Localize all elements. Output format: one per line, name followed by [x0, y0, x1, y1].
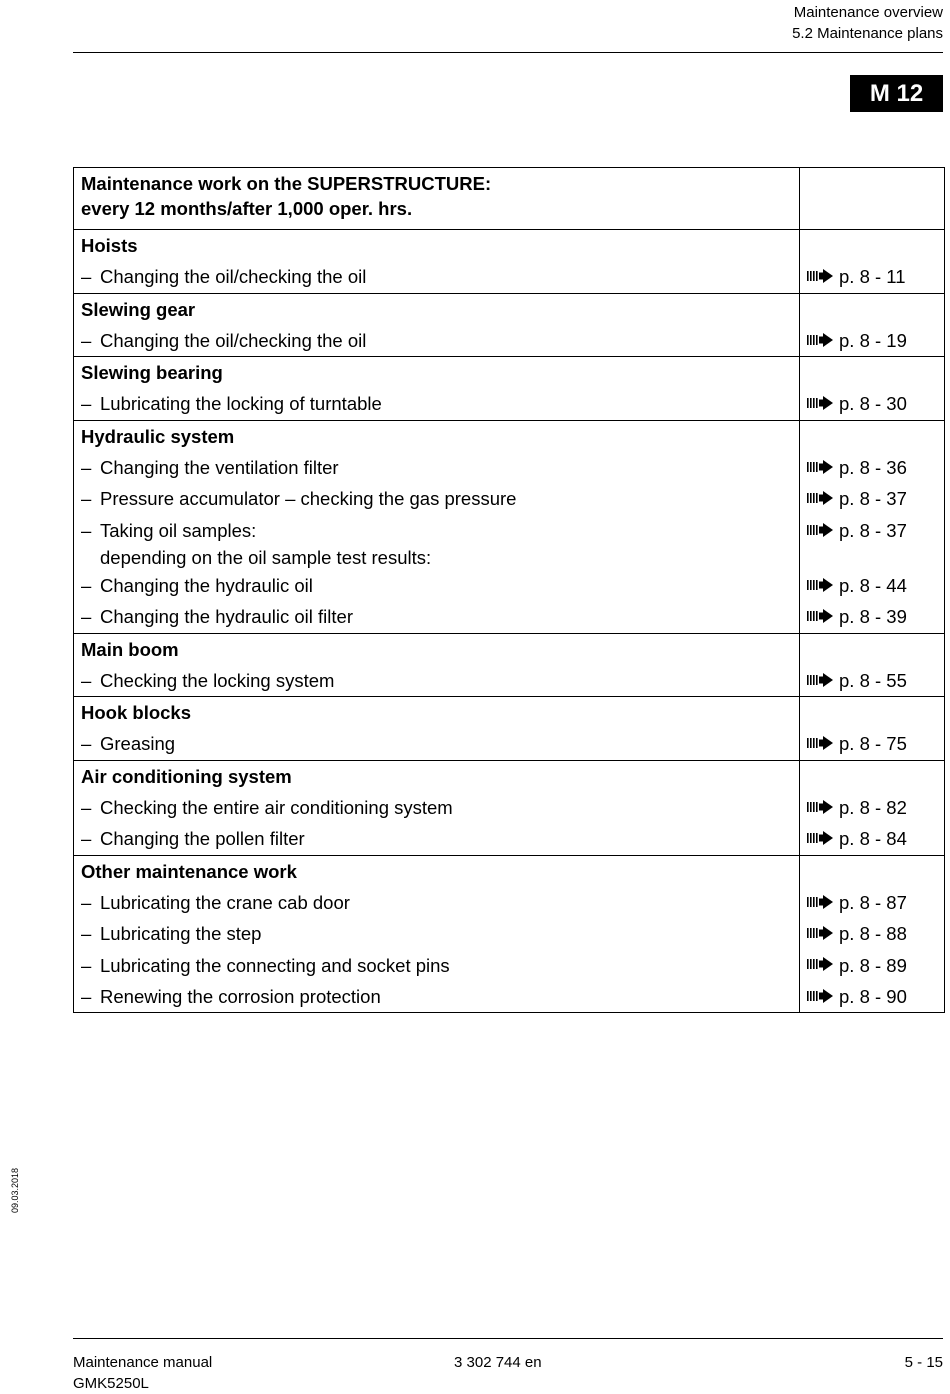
page-reference-text: p. 8 - 75	[839, 733, 907, 755]
maintenance-group-row	[74, 855, 945, 1012]
group-heading: Slewing gear	[81, 298, 196, 320]
page-reference-text: p. 8 - 55	[839, 669, 907, 691]
table-title-line-2: every 12 months/after 1,000 oper. hrs.	[81, 198, 413, 219]
maintenance-interval-badge: M 12	[850, 75, 943, 112]
task-text: Changing the ventilation filter	[100, 457, 339, 479]
task-item	[81, 325, 792, 356]
task-text: Pressure accumulator – checking the gas pressure	[100, 488, 517, 510]
reference-arrow-icon	[807, 918, 833, 949]
group-tasks-cell	[74, 230, 800, 294]
reference-arrow-icon	[807, 601, 833, 632]
dash-bullet: –	[81, 329, 92, 351]
group-refs-cell	[800, 357, 945, 421]
task-item	[81, 601, 792, 632]
page-reference[interactable]	[807, 887, 937, 918]
task-text: Renewing the corrosion protection	[100, 985, 381, 1007]
dash-bullet: –	[81, 574, 92, 596]
page-reference-text: p. 8 - 11	[839, 266, 906, 288]
group-tasks-cell	[74, 357, 800, 421]
footer-doc-number: 3 302 744 en	[454, 1354, 542, 1371]
maintenance-table	[73, 167, 945, 1013]
page-reference-text: p. 8 - 19	[839, 329, 907, 351]
reference-arrow-icon	[807, 728, 833, 759]
task-item	[81, 665, 792, 696]
header-divider	[73, 52, 943, 53]
task-item	[81, 981, 792, 1012]
page-reference[interactable]	[807, 981, 937, 1012]
task-item	[81, 728, 792, 759]
dash-bullet: –	[81, 797, 92, 819]
page-reference[interactable]	[807, 728, 937, 759]
task-text: Changing the oil/checking the oil	[100, 266, 367, 288]
dash-bullet: –	[81, 266, 92, 288]
task-text: depending on the oil sample test results:	[100, 546, 432, 568]
task-text: Changing the hydraulic oil	[100, 574, 313, 596]
reference-arrow-icon	[807, 665, 833, 696]
page-reference[interactable]	[807, 452, 937, 483]
task-text: Lubricating the step	[100, 923, 262, 945]
dash-bullet: –	[81, 891, 92, 913]
reference-arrow-icon	[807, 949, 833, 980]
maintenance-group-row	[74, 357, 945, 421]
group-heading: Hoists	[81, 235, 138, 256]
table-title-cell	[74, 168, 800, 230]
dash-bullet: –	[81, 606, 92, 628]
task-item	[81, 570, 792, 601]
group-heading: Other maintenance work	[81, 860, 297, 882]
reference-arrow-icon	[807, 483, 833, 514]
section-title: 5.2 Maintenance plans	[792, 25, 943, 42]
reference-arrow-icon	[807, 261, 833, 292]
dash-bullet: –	[81, 954, 92, 976]
reference-arrow-icon	[807, 981, 833, 1012]
group-tasks-cell	[74, 293, 800, 357]
task-item	[81, 950, 792, 981]
task-item	[81, 887, 792, 918]
chapter-title: Maintenance overview	[793, 4, 943, 21]
table-title-line-1: Maintenance work on the SUPERSTRUCTURE:	[81, 173, 492, 194]
page-reference[interactable]	[807, 665, 937, 696]
page-reference-text: p. 8 - 89	[839, 954, 907, 976]
group-tasks-cell	[74, 633, 800, 697]
maintenance-group-row	[74, 420, 945, 633]
group-refs-cell	[800, 230, 945, 294]
maintenance-group-row	[74, 697, 945, 761]
reference-arrow-icon	[807, 515, 833, 546]
dash-bullet: –	[81, 457, 92, 479]
page-reference[interactable]	[807, 601, 937, 632]
group-heading: Hook blocks	[81, 702, 191, 724]
dash-bullet: –	[81, 669, 92, 691]
page-reference-text: p. 8 - 30	[839, 393, 907, 415]
dash-bullet: –	[81, 733, 92, 755]
page-reference-text: p. 8 - 37	[839, 488, 907, 510]
task-text: Changing the oil/checking the oil	[100, 329, 367, 351]
task-text: Checking the locking system	[100, 669, 335, 691]
task-item	[81, 452, 792, 483]
table-title-row	[74, 168, 945, 230]
task-text: Lubricating the crane cab door	[100, 891, 350, 913]
task-item	[81, 918, 792, 949]
group-refs-cell	[800, 697, 945, 761]
maintenance-group-row	[74, 760, 945, 855]
group-heading: Air conditioning system	[81, 765, 292, 787]
page-reference-text: p. 8 - 90	[839, 985, 907, 1007]
task-text: Changing the pollen filter	[100, 828, 305, 850]
task-item	[81, 261, 792, 292]
reference-arrow-icon	[807, 792, 833, 823]
dash-bullet: –	[81, 519, 92, 541]
footer-page-number: 5 - 15	[904, 1354, 943, 1371]
page-reference[interactable]	[807, 483, 937, 514]
page-reference-text: p. 8 - 39	[839, 606, 907, 628]
page-reference[interactable]	[807, 325, 937, 356]
group-refs-cell	[800, 420, 945, 633]
group-heading: Main boom	[81, 638, 179, 660]
reference-arrow-icon	[807, 325, 833, 356]
task-item	[81, 388, 792, 419]
dash-bullet: –	[81, 828, 92, 850]
group-tasks-cell	[74, 420, 800, 633]
dash-bullet: –	[81, 923, 92, 945]
page-reference-text: p. 8 - 87	[839, 891, 907, 913]
page-reference[interactable]	[807, 823, 937, 854]
dash-bullet: –	[81, 985, 92, 1007]
page-reference[interactable]	[807, 918, 937, 949]
page-reference-text: p. 8 - 84	[839, 828, 907, 850]
group-refs-cell	[800, 760, 945, 855]
page-reference-text: p. 8 - 82	[839, 797, 907, 819]
print-date: 09.03.2018	[10, 1167, 20, 1213]
task-item	[81, 515, 792, 546]
maintenance-group-row	[74, 293, 945, 357]
dash-bullet: –	[81, 488, 92, 510]
page-reference-text: p. 8 - 37	[839, 519, 907, 541]
reference-arrow-icon	[807, 887, 833, 918]
reference-arrow-icon	[807, 388, 833, 419]
task-text: Taking oil samples:	[100, 519, 257, 541]
footer-left	[73, 1352, 212, 1394]
group-refs-cell	[800, 293, 945, 357]
table-title-ref-cell	[800, 168, 945, 230]
reference-arrow-icon	[807, 570, 833, 601]
group-refs-cell	[800, 633, 945, 697]
group-tasks-cell	[74, 697, 800, 761]
group-heading: Slewing bearing	[81, 362, 223, 384]
task-text: Changing the hydraulic oil filter	[100, 606, 353, 628]
page-reference[interactable]	[807, 515, 937, 546]
page-reference[interactable]	[807, 950, 937, 981]
footer-model: GMK5250L	[73, 1375, 149, 1392]
maintenance-group-row	[74, 230, 945, 294]
footer-manual-title: Maintenance manual	[73, 1354, 213, 1371]
page-reference[interactable]	[807, 261, 937, 292]
page-reference[interactable]	[807, 388, 937, 419]
dash-bullet: –	[81, 393, 92, 415]
page-reference-text: p. 8 - 88	[839, 923, 907, 945]
footer-divider	[73, 1338, 943, 1339]
task-item	[81, 483, 792, 514]
page-reference-text: p. 8 - 36	[839, 457, 907, 479]
task-text: Greasing	[100, 733, 176, 755]
group-tasks-cell	[74, 760, 800, 855]
reference-arrow-icon	[807, 452, 833, 483]
task-text: Checking the entire air conditioning system	[100, 797, 453, 819]
page-reference[interactable]	[807, 792, 937, 823]
group-refs-cell	[800, 855, 945, 1012]
group-heading: Hydraulic system	[81, 425, 235, 447]
page-reference-text: p. 8 - 44	[839, 574, 907, 596]
task-item	[81, 546, 792, 570]
page-reference[interactable]	[807, 570, 937, 601]
task-item	[81, 823, 792, 854]
task-item	[81, 792, 792, 823]
page-header	[792, 2, 943, 44]
reference-arrow-icon	[807, 823, 833, 854]
group-tasks-cell	[74, 855, 800, 1012]
task-text: Lubricating the connecting and socket pins	[100, 954, 450, 976]
maintenance-group-row	[74, 633, 945, 697]
task-text: Lubricating the locking of turntable	[100, 393, 382, 415]
